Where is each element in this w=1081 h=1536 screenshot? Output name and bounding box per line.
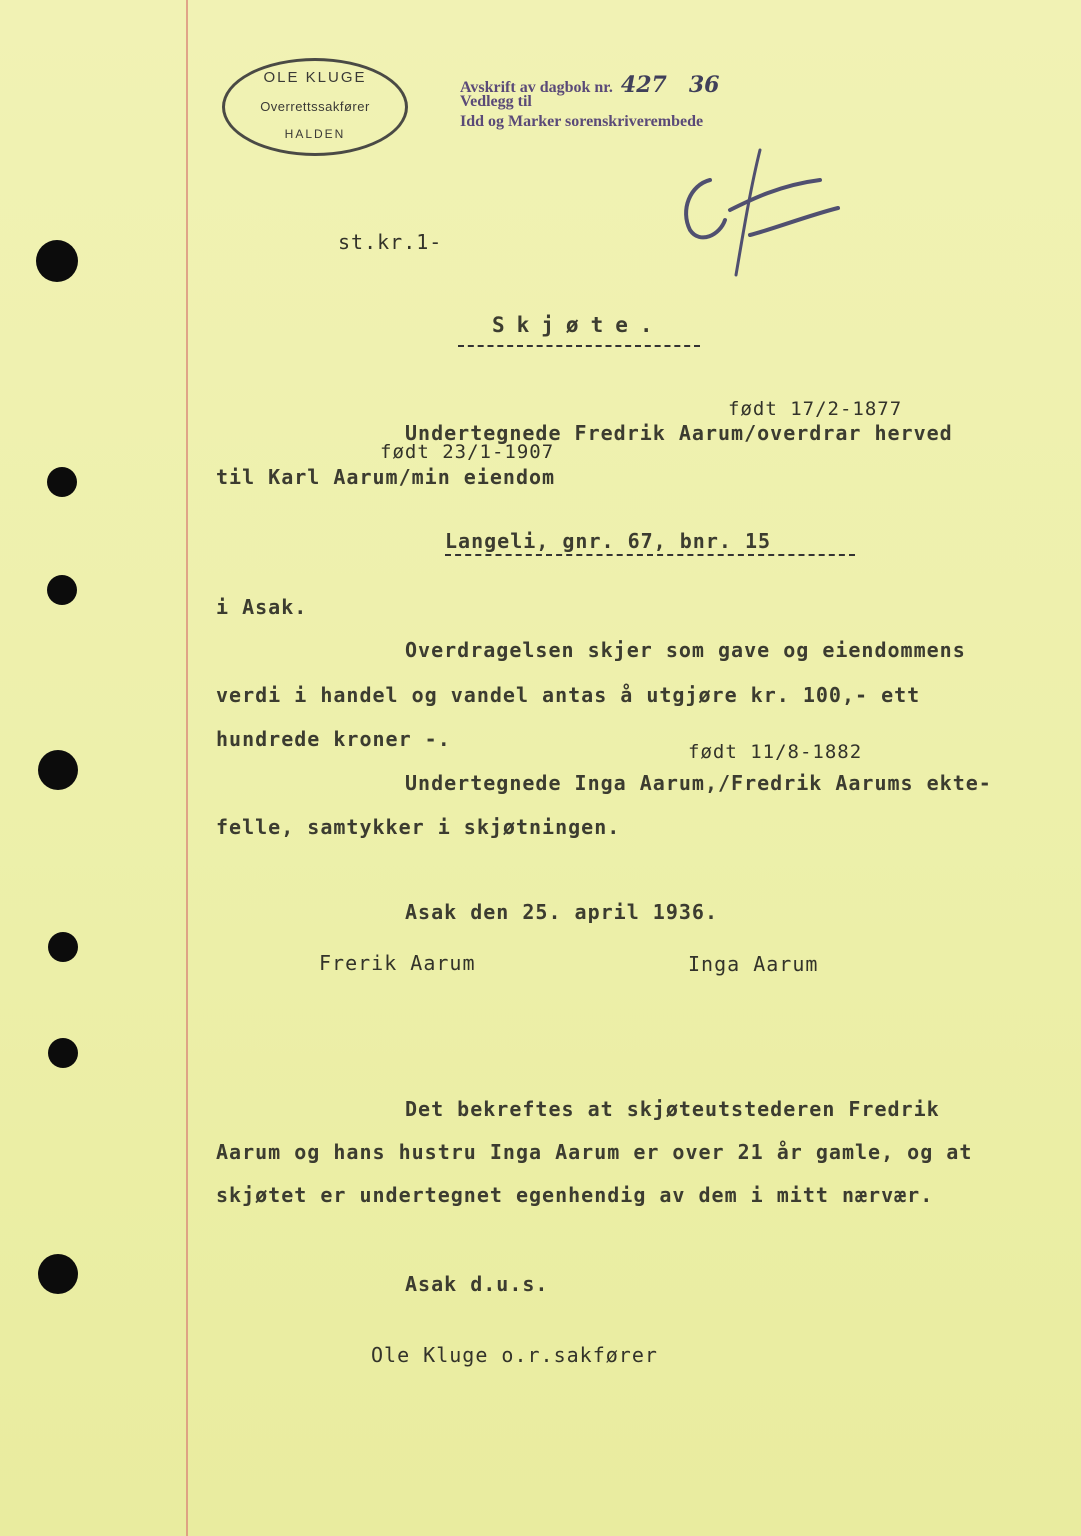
punch-hole — [38, 750, 78, 790]
body-p1-line2: verdi i handel og vandel antas å utgjøre kr. 100,- ett — [216, 683, 921, 707]
body-p2-line2: felle, samtykker i skjøtningen. — [216, 815, 621, 839]
place-dus: Asak d.u.s. — [405, 1272, 549, 1296]
registry-year: 36 — [688, 72, 720, 98]
title-underline — [458, 345, 700, 347]
stamp-title: Overrettssakfører — [260, 99, 370, 114]
spouse-born: født 11/8-1882 — [688, 741, 863, 763]
punch-hole — [48, 932, 78, 962]
lawyer-signature: Ole Kluge o.r.sakfører — [371, 1343, 658, 1367]
initials-signature — [670, 140, 850, 280]
location: i Asak. — [216, 595, 308, 619]
body-p1-line1: Overdragelsen skjer som gave og eiendommens — [405, 638, 966, 662]
margin-line — [186, 0, 188, 1536]
grantor-line: Undertegnede Fredrik Aarum/overdrar herved — [405, 421, 953, 445]
registry-number: 427 — [620, 72, 667, 98]
body-p1-line3: hundrede kroner -. — [216, 727, 451, 751]
registry-prefix: Avskrift av dagbok nr. — [460, 79, 613, 96]
grantee-line: til Karl Aarum/min eiendom — [216, 465, 556, 489]
lawyer-stamp — [222, 58, 408, 156]
confirmation-line1: Det bekreftes at skjøteutstederen Fredrik — [405, 1097, 940, 1121]
signature-right: Inga Aarum — [688, 952, 819, 976]
punch-hole — [38, 1254, 78, 1294]
date-line: Asak den 25. april 1936. — [405, 900, 718, 924]
fee-note: st.kr.1- — [338, 230, 443, 254]
stamp-city: HALDEN — [284, 127, 346, 141]
property-designation: Langeli, gnr. 67, bnr. 15 — [445, 529, 772, 553]
body-p2-line1: Undertegnede Inga Aarum,/Fredrik Aarums ekte- — [405, 771, 992, 795]
property-underline — [445, 554, 855, 556]
confirmation-line3: skjøtet er undertegnet egenhendig av dem i mitt nærvær. — [216, 1183, 934, 1207]
stamp-name: OLE KLUGE — [263, 69, 367, 86]
punch-hole — [48, 1038, 78, 1068]
signature-left: Frerik Aarum — [319, 951, 476, 975]
grantor-born: født 17/2-1877 — [728, 398, 903, 420]
punch-hole — [47, 467, 77, 497]
registry-stamp-line3: Idd og Marker sorenskriverembede — [460, 113, 704, 130]
registry-stamp-line2: Vedlegg til — [460, 93, 532, 110]
grantee-born: født 23/1-1907 — [380, 441, 555, 463]
document-title: Skjøte. — [492, 313, 665, 337]
confirmation-line2: Aarum og hans hustru Inga Aarum er over 21 år gamle, og at — [216, 1140, 973, 1164]
punch-hole — [47, 575, 77, 605]
punch-hole — [36, 240, 78, 282]
